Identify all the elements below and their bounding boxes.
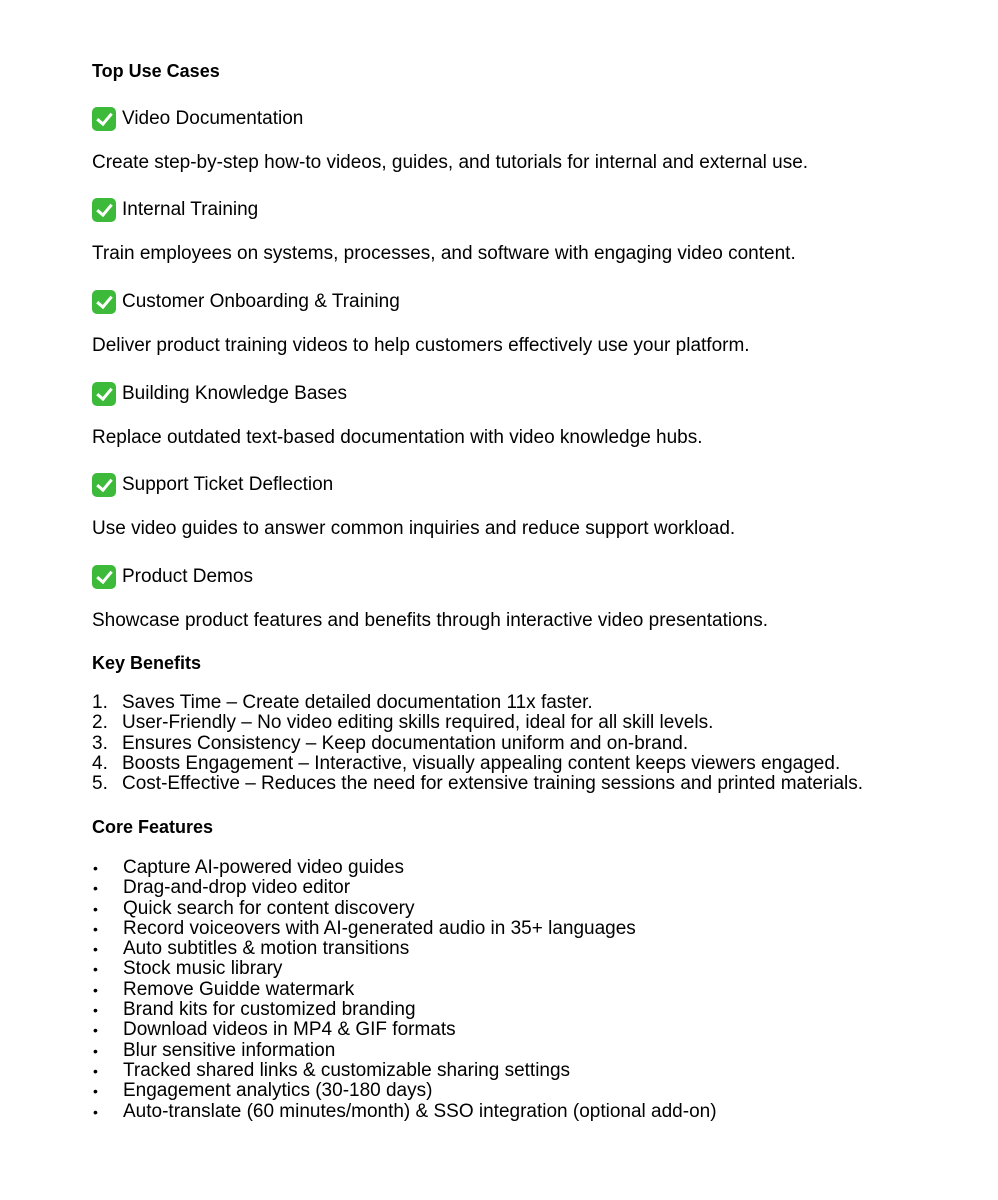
use-case-heading-text: Support Ticket Deflection — [122, 474, 334, 495]
list-item — [92, 878, 717, 898]
list-item — [92, 959, 717, 979]
use-case-heading — [92, 473, 333, 497]
list-item-text: Capture AI-powered video guides — [123, 857, 404, 878]
list-item — [92, 919, 717, 939]
key-benefits-title: Key Benefits — [92, 653, 202, 673]
bullet: • — [93, 1042, 98, 1059]
list-item — [92, 980, 717, 1000]
list-item — [92, 1000, 717, 1020]
check-mark-button-icon — [92, 473, 116, 497]
list-item-text: Saves Time – Create detailed documentation 11x faster. — [122, 692, 593, 713]
check-mark-button-icon — [92, 198, 116, 222]
use-case-description: Deliver product training videos to help customers effectively use your platform. — [92, 335, 750, 356]
bullet: • — [93, 1002, 98, 1019]
list-item-text: Download videos in MP4 & GIF formats — [123, 1019, 456, 1041]
use-case-heading-text: Product Demos — [122, 566, 253, 587]
use-case-heading-text: Building Knowledge Bases — [122, 383, 347, 404]
bullet: • — [93, 920, 98, 937]
check-mark-button-icon — [92, 382, 116, 406]
list-item-text: Tracked shared links & customizable sharing settings — [123, 1059, 571, 1081]
list-item — [92, 1041, 717, 1061]
list-item-text: Boosts Engagement – Interactive, visually appealing content keeps viewers engaged. — [122, 752, 841, 774]
use-case-heading — [92, 198, 258, 222]
list-item — [92, 939, 717, 959]
use-case-description: Use video guides to answer common inquiries and reduce support workload. — [92, 518, 736, 539]
use-case-heading — [92, 290, 400, 314]
list-item-text: Quick search for content discovery — [123, 897, 415, 919]
bullet: • — [93, 900, 98, 917]
core-features-list — [92, 858, 717, 1122]
bullet: • — [93, 860, 98, 876]
list-item-text: Ensures Consistency – Keep documentation uniform and on-brand. — [122, 732, 689, 754]
list-item — [92, 1081, 717, 1101]
key-benefits-list — [92, 693, 863, 794]
list-item — [92, 1061, 717, 1081]
list-item-text: Cost-Effective – Reduces the need for extensive training sessions and printed materials. — [122, 773, 864, 795]
list-item — [92, 713, 863, 733]
list-item — [92, 754, 863, 774]
list-item-text: Record voiceovers with AI-generated audio in 35+ languages — [123, 917, 636, 939]
list-item-text: Auto-translate (60 minutes/month) & SSO integration (optional add-on) — [123, 1100, 717, 1122]
use-case-heading-text: Customer Onboarding & Training — [122, 291, 400, 312]
list-item — [92, 734, 863, 754]
use-case-heading — [92, 382, 347, 406]
check-mark-button-icon — [92, 290, 116, 314]
list-number: 1. — [92, 692, 108, 713]
list-item-text: Remove Guidde watermark — [123, 978, 355, 1000]
use-case-description: Replace outdated text-based documentation with video knowledge hubs. — [92, 427, 703, 448]
use-case-heading — [92, 107, 303, 131]
check-mark-button-icon — [92, 107, 116, 131]
list-item — [92, 1020, 717, 1040]
list-item — [92, 774, 863, 794]
list-item-text: User-Friendly – No video editing skills required, ideal for all skill levels. — [122, 712, 714, 734]
check-mark-button-icon — [92, 565, 116, 589]
use-case-description: Showcase product features and benefits through interactive video presentations. — [92, 610, 768, 631]
list-item-text: Auto subtitles & motion transitions — [123, 938, 410, 960]
list-number: 5. — [92, 773, 108, 795]
use-case-description: Train employees on systems, processes, and software with engaging video content. — [92, 243, 796, 264]
list-item-text: Brand kits for customized branding — [123, 999, 416, 1021]
list-number: 3. — [92, 732, 108, 754]
use-case-description: Create step-by-step how-to videos, guides, and tutorials for internal and external use. — [92, 152, 809, 173]
list-item-text: Blur sensitive information — [123, 1039, 336, 1061]
list-item — [92, 1102, 717, 1122]
list-number: 4. — [92, 752, 108, 774]
bullet: • — [93, 981, 98, 998]
bullet: • — [93, 1062, 98, 1079]
list-item — [92, 693, 863, 713]
bullet: • — [93, 941, 98, 958]
use-case-heading-text: Internal Training — [122, 199, 259, 220]
core-features-title: Core Features — [92, 817, 214, 837]
list-number: 2. — [92, 712, 108, 734]
bullet: • — [93, 1022, 98, 1039]
use-case-heading — [92, 565, 253, 589]
bullet: • — [93, 880, 98, 897]
list-item-text: Stock music library — [123, 958, 283, 980]
list-item — [92, 899, 717, 919]
bullet: • — [93, 1083, 98, 1100]
top-use-cases-title: Top Use Cases — [92, 61, 220, 81]
use-case-heading-text: Video Documentation — [122, 108, 304, 129]
list-item-text: Drag-and-drop video editor — [123, 877, 351, 899]
bullet: • — [93, 961, 98, 978]
list-item-text: Engagement analytics (30-180 days) — [123, 1080, 433, 1102]
bullet: • — [93, 1103, 98, 1120]
list-item — [92, 858, 717, 878]
